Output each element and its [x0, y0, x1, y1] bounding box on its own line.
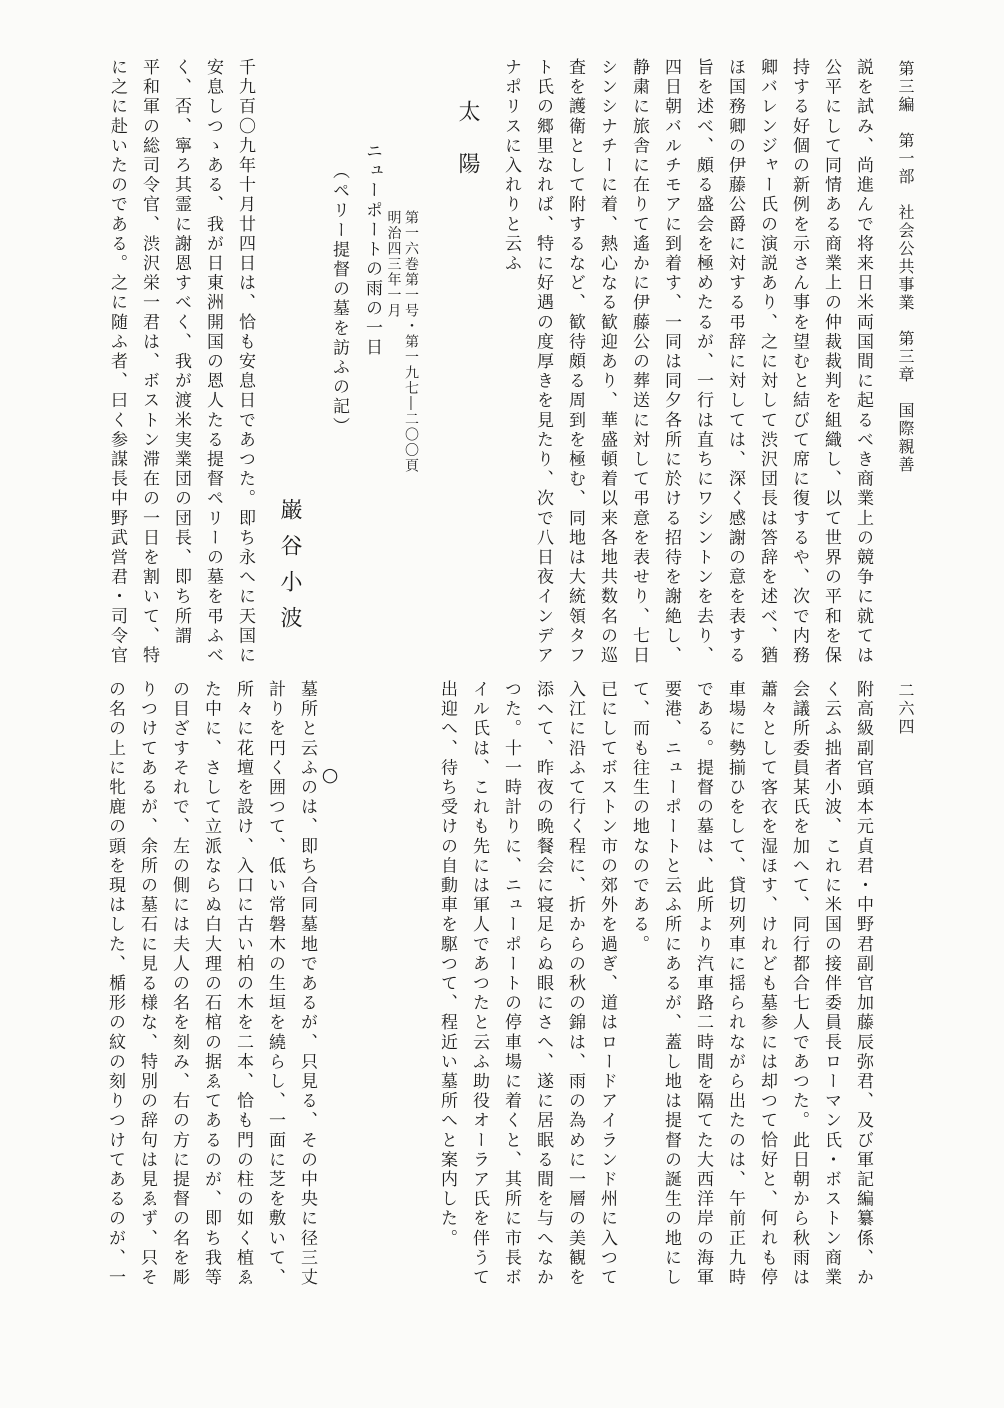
lower-line-8: て、而も往生の地なのである。 — [629, 680, 649, 955]
source-title: 太陽 — [455, 100, 480, 204]
upper-line-4: 卿バレンジャー氏の演説あり、之に対して渋沢団長は答辞を述べ、猶 — [757, 58, 777, 666]
lower-line-15: 墓所と云ふのは、即ち合同墓地であるが、只見る、その中央に径三丈 — [297, 680, 317, 1288]
upper-line-9: シンシナチーに着、熱心なる歓迎あり、華盛頓着以来各地共数名の巡 — [597, 58, 617, 666]
lower-line-12: つた。十一時計りに、ニューポートの停車場に着くと、其所に市長ボ — [501, 680, 521, 1288]
lower-line-18: た中に、さして立派ならぬ白大理の石棺の据ゑてあるのが、即ち我等 — [201, 680, 221, 1288]
upper-line-1: 説を試み、尚進んで将来日米両国間に起るべき商業上の競争に就ては — [853, 58, 873, 666]
lower-line-10: 入江に沿ふて行く程に、折からの秋の錦は、雨の為めに一層の美観を — [565, 680, 585, 1288]
lower-line-19: の目ざすそれで、左の側には夫人の名を刻み、右の方に提督の名を彫 — [169, 680, 189, 1288]
page-number: 二六四 — [896, 682, 915, 736]
article-body-line-1: 千九百〇九年十月廿四日は、恰も安息日であつた。即ち永へに天国に — [235, 58, 255, 666]
article-body-line-2: 安息しつゝある、我が日東洲開国の恩人たる提督ペリーの墓を弔ふべ — [203, 58, 223, 666]
upper-line-6: 旨を述べ、頗る盛会を極めたるが、一行は直ちにワシントンを去り、 — [693, 58, 713, 666]
author-name: 巌谷小波 — [277, 498, 302, 642]
lower-line-4: 蕭々として客衣を湿ほす、けれども墓参には却つて恰好と、何れも停 — [757, 680, 777, 1288]
lower-line-7: 要港、ニューポートと云ふ所にあるが、蓋し地は提督の誕生の地にし — [661, 680, 681, 1288]
lower-line-13: イル氏は、これも先には軍人であつたと云ふ助役オーラア氏を伴うて — [469, 680, 489, 1288]
source-reference-date: 明治四三年一月 — [385, 210, 402, 319]
source-reference-volume: 第一六巻第一号・第一九七―二〇〇頁 — [403, 210, 419, 474]
upper-line-11: ト氏の郷里なれば、特に好遇の度厚きを見たり、次で八日夜インデア — [533, 58, 553, 666]
article-body-line-5: に之に赴いたのである。之に随ふ者、曰く参謀長中野武営君・司令官 — [107, 58, 127, 666]
upper-line-5: ほ国務卿の伊藤公爵に対する弔辞に対しては、深く感謝の意を表する — [725, 58, 745, 666]
upper-line-12: ナポリスに入れりと云ふ — [501, 58, 521, 274]
section-mark: ○ — [319, 764, 341, 789]
article-subtitle: （ペリー提督の墓を訪ふの記） — [329, 162, 349, 437]
lower-line-14: 出迎へ、待ち受けの自動車を駆つて、程近い墓所へと案内した。 — [437, 680, 457, 1249]
lower-line-11: 添へて、昨夜の晩餐会に寝足らぬ眼にさへ、遂に居眠る間を与へなか — [533, 680, 553, 1288]
upper-line-2: 公平にして同情ある商業上の仲裁裁判を組織し、以て世界の平和を保 — [821, 58, 841, 666]
lower-line-9: 已にしてボストン市の郊外を過ぎ、道はロードアイランド州に入つて — [597, 680, 617, 1288]
upper-line-7: 四日朝バルチモアに到着す、一同は同夕各所に於ける招待を謝絶し、 — [661, 58, 681, 666]
lower-line-3: 会議所委員某氏を加へて、同行都合七人であつた。此日朝から秋雨は — [789, 680, 809, 1288]
article-body-line-3: く、否、寧ろ其霊に謝恩すべく、我が渡米実業団の団長、即ち所謂 — [171, 58, 191, 646]
lower-line-1: 附高級副官頭本元貞君・中野君副官加藤辰弥君、及び軍記編纂係、か — [853, 680, 873, 1288]
lower-line-16: 計りを円く囲つて、低い常磐木の生垣を繞らし、一面に芝を敷いて、 — [265, 680, 285, 1288]
lower-line-20: りつけてあるが、余所の墓石に見る様な、特別の辞句は見ゑず、只そ — [137, 680, 157, 1288]
lower-line-21: の名の上に牝鹿の頭を現はした、楯形の紋の刻りつけてあるのが、一 — [105, 680, 125, 1288]
lower-line-2: く云ふ拙者小波、これに米国の接伴委員長ローマン氏・ボストン商業 — [821, 680, 841, 1288]
upper-line-8: 静粛に旅舎に在りて遙かに伊藤公の葬送に対して弔意を表せり、七日 — [629, 58, 649, 666]
lower-line-6: である。提督の墓は、此所より汽車路二時間を隔てた大西洋岸の海軍 — [693, 680, 713, 1288]
article-title: ニューポートの雨の一日 — [362, 142, 382, 358]
lower-line-5: 車場に勢揃ひをして、貸切列車に揺られながら出たのは、午前正九時 — [725, 680, 745, 1288]
running-head: 第三編 第一部 社会公共事業 第三章 国際親善 — [896, 60, 915, 474]
lower-line-17: 所々に花壇を設け、入口に古い柏の木を二本、恰も門の柱の如く植ゑ — [233, 680, 253, 1288]
upper-line-10: 査を護衛として附するなど、歓待頗る周到を極む、同地は大統領タフ — [565, 58, 585, 666]
upper-line-3: 持する好個の新例を示さん事を望むと結びて席に復するや、次で内務 — [789, 58, 809, 666]
source-reference — [384, 210, 419, 474]
article-body-line-4: 平和軍の総司令官、渋沢栄一君は、ボストン滞在の一日を割いて、特 — [139, 58, 159, 666]
